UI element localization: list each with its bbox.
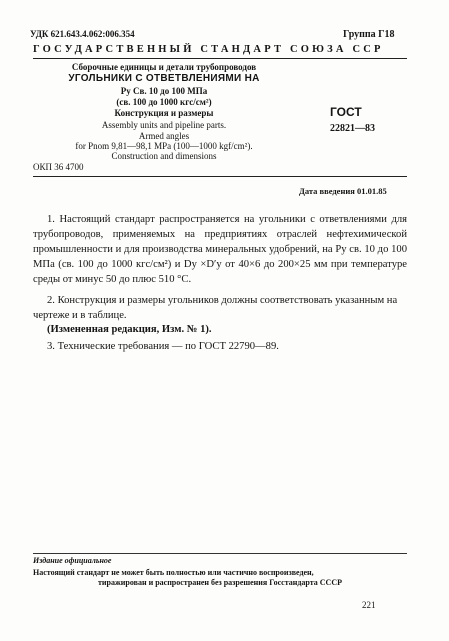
title-ru-line3: Pу Св. 10 до 100 МПа [120,86,208,96]
title-en-line4: Construction and dimensions [111,151,217,161]
title-en-line1: Assembly units and pipeline parts. [101,120,227,130]
title-ru-line5: Конструкция и размеры [114,108,214,118]
group-code: Группа Г18 [343,29,395,40]
title-divider [33,176,407,177]
title-en-line2: Armed angles [138,131,190,141]
page-number: 221 [362,600,376,610]
amendment-note: (Измененная редакция, Изм. № 1). [47,324,212,335]
title-ru-line1: Сборочные единицы и детали трубопроводов [71,62,257,72]
title-ru-line4: (св. 100 до 1000 кгс/см²) [116,97,212,107]
intro-date: Дата введения 01.01.85 [299,186,387,196]
paragraph-3: 3. Технические требования — по ГОСТ 22790—89. [47,341,279,352]
reprint-notice-line2: тиражирован и распространен без разрешения Госстандарта СССР [98,578,342,587]
header-divider [33,58,407,59]
gost-number: 22821—83 [330,123,375,134]
udk-code: УДК 621.643.4.062:006.354 [30,29,135,39]
reprint-notice-line1: Настоящий стандарт не может быть полностью или частично воспроизведен, [33,568,314,577]
gost-label: ГОСТ [330,105,362,119]
title-ru-line2: УГОЛЬНИКИ С ОТВЕТВЛЕНИЯМИ НА [68,73,260,84]
standard-heading: ГОСУДАРСТВЕННЫЙ СТАНДАРТ СОЮЗА ССР [33,44,384,55]
footer-divider [33,553,407,554]
paragraph-2: 2. Конструкция и размеры угольников должны соответствовать указанным на чертеже и в таблице. [33,295,398,321]
official-edition-label: Издание официальное [33,556,112,565]
title-en-line3: for Pnom 9,81—98,1 MPa (100—1000 kgf/cm²). [75,141,253,151]
paragraph-1: 1. Настоящий стандарт распространяется на угольники с ответвлениями для трубопроводов, применяемых на предприятиях отраслей нефтехимической промышленности и для производства минеральных удобрений, на Pу св. 10 до 100 МПа (св. 100 до 1000 кгс/см²) и Dу ×D′у от 40×6 до 200×25 мм при температуре среды от минус 50 до плюс 510 °С. [33,214,407,285]
okp-code: ОКП 36 4700 [33,162,84,172]
